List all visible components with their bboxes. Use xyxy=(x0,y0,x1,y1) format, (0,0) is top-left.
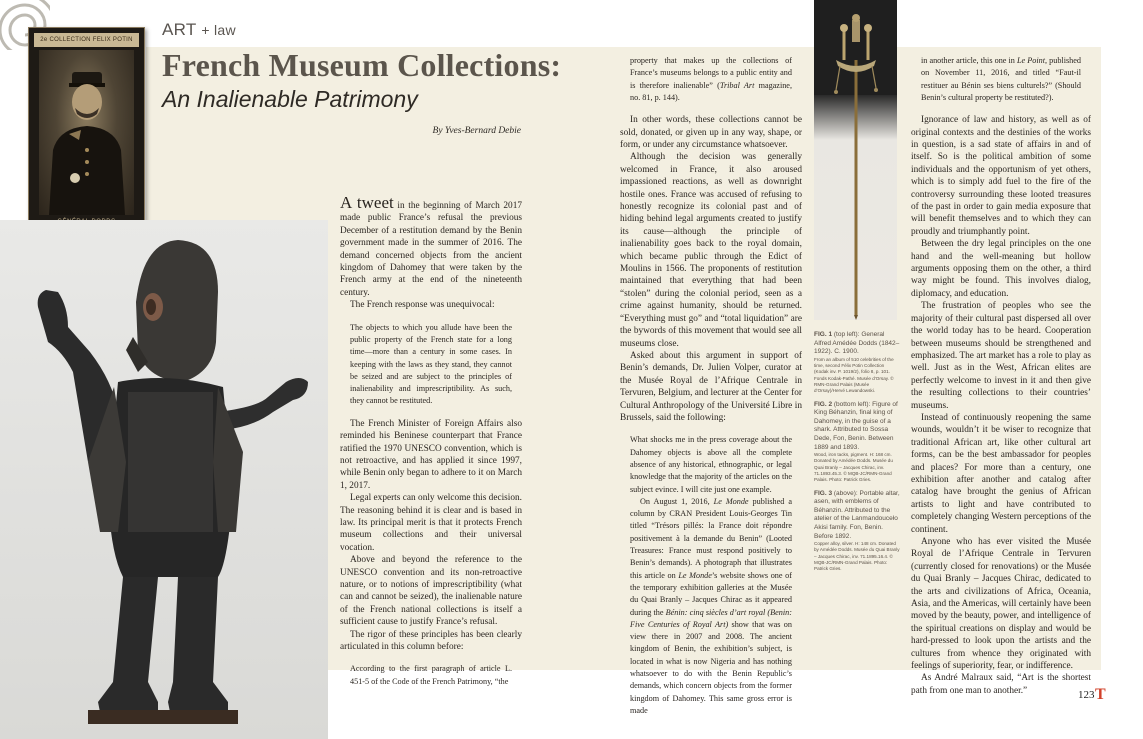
king-behanzin-statue-image xyxy=(18,232,323,732)
paragraph: Although the decision was generally welcomed in France, it also aroused impassioned reactions, as well as downright hostile ones. France was accused of refusing to honestly recognize its colonial past and of hiding behind legal arguments created to justify its cause—although the principle of inalienability goes back to the royal domain, which became public through the Edict of Moulins in 1566. The proponents of restitution maintained that everything that had been “stolen” during the colonial period, seen as a crime against humanity, should be returned. “Everything must go” and “total liquidation” are the bywords of this movement that would see all museums close. xyxy=(620,152,802,349)
caption-fig1 xyxy=(814,331,900,395)
lead-in: A tweet xyxy=(340,193,394,212)
paragraph: As André Malraux said, “Art is the shortest path from one man to another.” xyxy=(911,673,1091,696)
paragraph: Above and beyond the reference to the UNESCO convention and its non-retroactive nature, or to notions of imprescriptibility (what can and cannot be seized), the inalienable nature of the French national collections is itself a sufficient cause to justify France’s refusal. xyxy=(340,555,522,628)
caption-credit: Wood, iron tacks, pigment. H: 168 cm. Donated by Amédée Dodds. Musée du Quai Branly – Jacques Chirac, inv. 71.1893.45.3. © MQB-JC/RMN-Grand Palais. Photo: Patrick Gries. xyxy=(814,452,893,483)
portable-altar-asen-image xyxy=(814,0,897,320)
opening-text: in the beginning of March 2017 made public France’s refusal the previous December of a restitution demand by the Benin government made in the summer of 2016. The demand concerned objects from the ancient kingdom of Dahomey that were taken by the French army at the end of the nineteenth century. xyxy=(340,201,522,298)
block-quote: According to the first paragraph of article L. 451-5 of the Code of the French Patrimony, “the xyxy=(350,664,512,686)
top-margin xyxy=(146,0,814,47)
magazine-logo-icon: T xyxy=(1095,686,1106,703)
caption-text: Figure of King Béhanzin, final king of Dahomey, in the guise of a shark. Attributed to Sossa Dede, Fon, Benin. Between 1889 and 1893. xyxy=(814,400,898,451)
caption-label: FIG. 3 xyxy=(814,489,833,497)
caption-text: Portable altar, asen, with emblems of Béhanzin. Attributed to the atelier of the Lanmandouceło Akisi family. Fon, Benin. Before 1892. xyxy=(814,489,900,540)
kicker-law: + law xyxy=(201,22,236,38)
quote-italic: Le Point xyxy=(1016,56,1045,65)
fig1-postcard-photo xyxy=(28,27,145,226)
paragraph: Between the dry legal principles on the one hand and the well-meaning but hollow arguments opposing them on the other, a third way might be found. This involves dialog, diplomacy, and education. xyxy=(911,239,1091,299)
caption-label: FIG. 2 xyxy=(814,400,833,408)
general-portrait-image xyxy=(39,50,134,215)
block-quote: What shocks me in the press coverage about the Dahomey objects is above all the complete absence of any historical, ethnographic, or legal knowledge that the majority of the articles on the subject evince. I will cite just one example. xyxy=(630,435,792,494)
text-column-2 xyxy=(620,55,802,717)
caption-text: General Alfred Amédée Dodds (1842–1922). C. 1900. xyxy=(814,331,900,356)
quote-italic: Bénin: cinq siècles d’art royal (Benin: Five Centuries of Royal Art) xyxy=(630,607,792,629)
caption-position: (top left): xyxy=(832,331,860,338)
top-right-margin xyxy=(897,0,1143,47)
block-quote: The objects to which you allude have been the public property of the French state for a long time—more than a century in some cases. In keeping with the laws as they stand, they cannot be seized and are subject to the principles of inalienability and imprescriptibility. As such, they cannot be restituted. xyxy=(350,322,512,406)
paragraph: The French response was unequivocal: xyxy=(350,300,495,311)
paragraph: Asked about this argument in support of Benin’s demands, Dr. Julien Volper, curator at the Musée Royal de l’Afrique Centrale in Tervuren, Belgium, and lecturer at the Center for Cultural Anthropology of the Université Libre in Brussels, said the following: xyxy=(620,350,802,423)
caption-label: FIG. 1 xyxy=(814,331,833,338)
paragraph: Ignorance of law and history, as well as of original contexts and the destinies of the works in question, is a sad state of affairs in and of itself. So is the political ambition of some individuals and the opportunism of yet others, which is to simply add fuel to the fire of the controversy surrounding these looted treasures of the past in order to gain media exposure that will benefit themselves and to which they can proudly and triumphantly point. xyxy=(911,115,1091,237)
paragraph: Legal experts can only welcome this decision. The reasoning behind it is clear and is based in law. Its principal merit is that it protects French museum collections and their universal vocation. xyxy=(340,493,522,553)
caption-fig2 xyxy=(814,401,900,484)
paragraph: In other words, these collections cannot be sold, donated, or given up in any way, shape, or form, or under any circumstance whatsoever. xyxy=(620,115,802,150)
paragraph: The French Minister of Foreign Affairs also reminded his Beninese counterpart that France ratified the 1970 UNESCO convention, which is not retroactive, and has applied it since 1997, while Benin only began to adhere to it on March 1, 2017. xyxy=(340,418,522,491)
text-column-1 xyxy=(340,193,522,688)
block-quote xyxy=(620,496,802,717)
caption-position: (bottom left): xyxy=(832,400,871,408)
quote-text: in another article, this one in xyxy=(921,56,1017,65)
quote-text: ’s website shows one of the temporary exhibition galleries at the Musée du Quai Branly – Jacques Chirac as it appeared during the xyxy=(630,570,792,617)
quote-text: show that was on view there in 2007 and 2008. The ancient kingdom of Benin, the exhibition’s subject, is located in what is now Nigeria and has nothing whatsoever to do with the Benin Republic’s demands, which concern objects from the former kingdom of Dahomey. This same gross error is made xyxy=(630,619,792,715)
quote-italic: Le Monde xyxy=(713,496,749,506)
quote-text: On August 1, 2016, xyxy=(640,496,714,506)
kicker-art: ART xyxy=(162,20,197,39)
block-quote xyxy=(620,55,802,104)
quote-text: published a column by CRAN President Louis-Georges Tin titled “Trésors pillés: la France doit répondre positivement à la demande du Benin” (Looted Treasures: France must respond positively to Benin’s demands). A photograph that illustrates this article on xyxy=(630,496,792,580)
article-subtitle: An Inalienable Patrimony xyxy=(162,86,418,112)
opening-paragraph xyxy=(340,193,522,299)
caption-credit: Copper alloy, silver. H: 148 cm. Donated by Amédée Dodds. Musée du Quai Branly – Jacques Chirac, inv. 71.1895.16.4. © MQB-JC/RMN-Grand Palais. Photo: Patrick Gries. xyxy=(814,541,900,572)
quote-text: magazine, no. 81, p. 144). xyxy=(630,80,792,102)
quote-text: property that makes up the collections of France’s museums belongs to a public entity and is therefore inalienable” ( xyxy=(630,56,792,90)
byline: By Yves-Bernard Debie xyxy=(432,126,521,136)
paragraph: Anyone who has ever visited the Musée Royal de l’Afrique Centrale in Tervuren (currently closed for renovations) or the Musée du Quai Branly – Jacques Chirac, dedicated to the arts and civilizations of Africa, Oceania, Asia, and the Americas, will certainly have been moved by the beauty, power, and intelligence of the spiritual creations on display and would be hard-pressed to look upon the artists and the cultures from whence they originated with feelings of superiority, fear, or indifference. xyxy=(911,537,1091,672)
quote-italic: Tribal Art xyxy=(719,80,755,90)
postcard-collection-label: 2e COLLECTION FELIX POTIN xyxy=(34,33,139,47)
caption-position: (above): xyxy=(832,489,858,497)
caption-fig3 xyxy=(814,490,900,573)
paragraph: Instead of continuously reopening the same wounds, wouldn’t it be wiser to recognize that traditional African art, like other cultural art forms, can be the best ambassador for peoples and places? For more than a century, one exhibition after another and catalog after catalog have brought the genius of African artists to light and have contributed to completely changing Western perceptions of the continent. xyxy=(911,412,1091,535)
quote-italic: Le Monde xyxy=(678,570,712,580)
figure-captions xyxy=(814,331,900,579)
paragraph: The frustration of peoples who see the majority of their cultural past dispersed all over the world today has to be heard. Cooperation between museums should be strengthened and emphasized. The art market has a role to play as well. Just as in the West, African elites are perfectly welcome to invest in it and then give the resulting collections to their countries’ museums. xyxy=(911,301,1091,411)
section-kicker xyxy=(162,20,236,40)
article-title: French Museum Collections: xyxy=(162,47,562,83)
quote-text: , published on November 11, 2016, and titled “Faut-il restituer au Bénin ses biens culturels?” (Should Benin’s cultural property be restituted?). xyxy=(921,56,1081,102)
paragraph: The rigor of these principles has been clearly articulated in this column before: xyxy=(340,629,522,653)
caption-credit: From an album of 510 celebrities of the time, second Félix Potin Collection (Kodak inv. P. 1019/2), folio 8, p. 101. Fonds Kodak-Pathé. Musée d’Orsay. © RMN-Grand Palais (Musée d’Orsay)/Hervé Lewandowski. xyxy=(814,356,894,394)
block-quote xyxy=(911,55,1091,104)
page-number: 123 xyxy=(1078,689,1095,701)
text-column-3 xyxy=(911,55,1091,697)
